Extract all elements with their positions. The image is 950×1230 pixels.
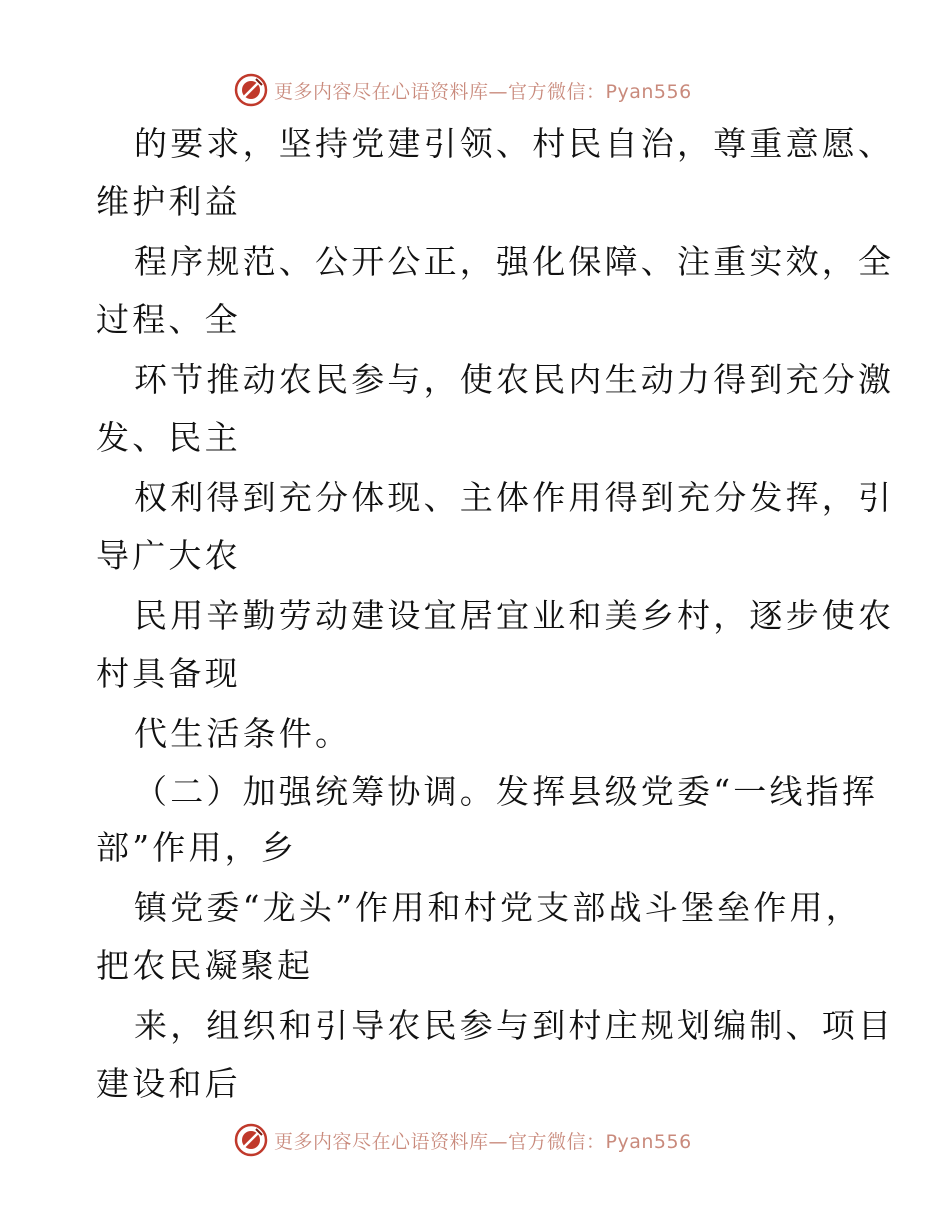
text-line: 代生活条件。 (134, 714, 352, 753)
pen-logo-icon (234, 1123, 268, 1157)
text-line: 权利得到充分体现、主体作用得到充分发挥，引 (134, 478, 895, 517)
text-line: 镇党委“龙头”作用和村党支部战斗堡垒作用， (134, 888, 862, 927)
pen-logo-icon (234, 73, 268, 107)
text-line: 程序规范、公开公正，强化保障、注重实效，全 (134, 242, 895, 281)
text-line: （二）加强统筹协调。发挥县级党委“一线指挥 (134, 772, 879, 811)
text-line: 村具备现 (96, 654, 241, 693)
text-line: 环节推动农民参与，使农民内生动力得到充分激 (134, 360, 895, 399)
watermark-text: 更多内容尽在心语资料库—官方微信：Pyan556 (274, 80, 692, 103)
text-line: 导广大农 (96, 536, 241, 575)
text-line: 维护利益 (96, 182, 241, 221)
text-line: 民用辛勤劳动建设宜居宜业和美乡村，逐步使农 (134, 596, 895, 635)
text-line: 把农民凝聚起 (96, 946, 314, 985)
text-line: 的要求，坚持党建引领、村民自治，尊重意愿、 (134, 124, 895, 163)
footer-watermark (234, 1122, 754, 1158)
watermark-text: 更多内容尽在心语资料库—官方微信：Pyan556 (274, 1130, 692, 1153)
text-line: 发、民主 (96, 418, 241, 457)
text-line: 部”作用，乡 (96, 828, 298, 867)
text-line: 来，组织和引导农民参与到村庄规划编制、项目 (134, 1006, 895, 1045)
text-line: 过程、全 (96, 300, 241, 339)
text-line: 建设和后 (96, 1064, 241, 1103)
header-watermark (234, 72, 754, 108)
